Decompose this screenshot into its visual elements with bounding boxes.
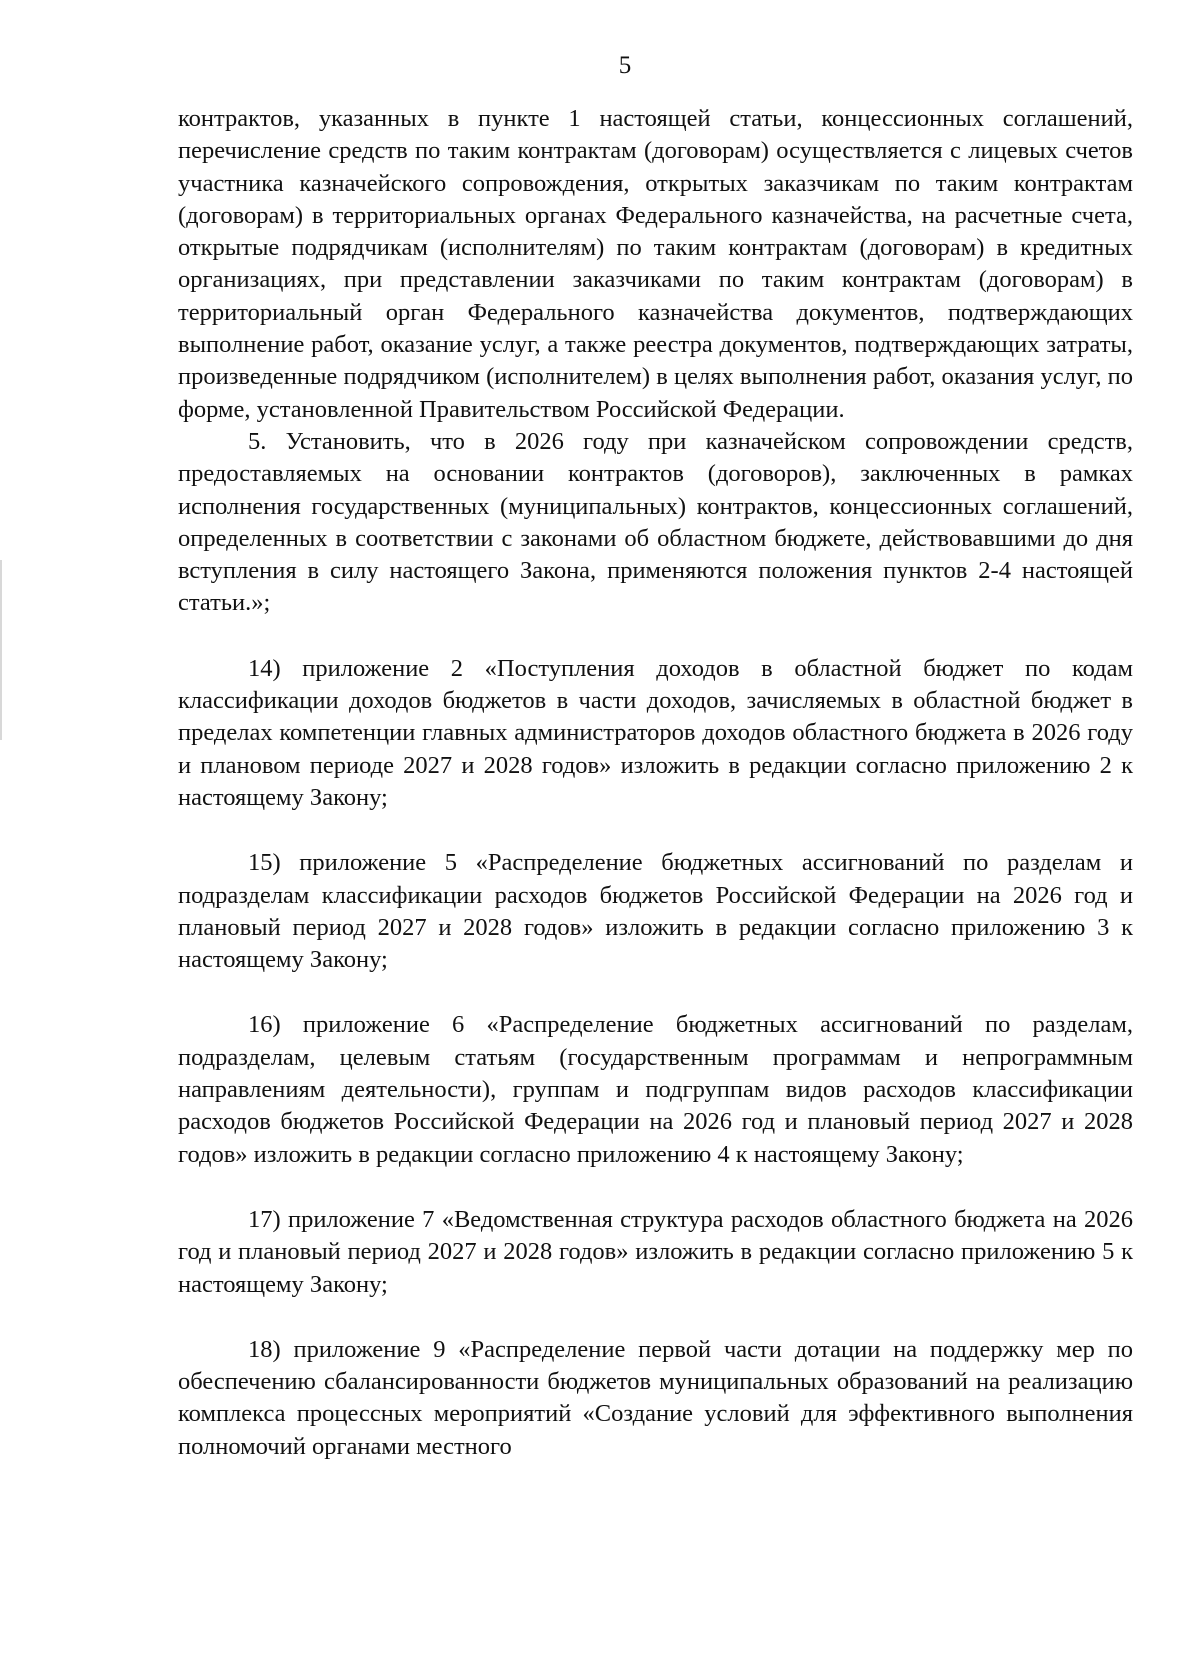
paragraph-item-16: 16) приложение 6 «Распределение бюджетных ассигнований по разделам, подразделам, целевым статьям (государственным программам и непрограммным направлениям деятельности), группам и подгруппам видов расходов классификации расходов бюджетов Российской Федерации на 2026 год и плановый период 2027 и 2028 годов» изложить в редакции согласно приложению 4 к настоящему Закону; <box>178 1011 1133 1168</box>
paragraph-item-17: 17) приложение 7 «Ведомственная структура расходов областного бюджета на 2026 год и плановый период 2027 и 2028 годов» изложить в редакции согласно приложению 5 к настоящему Закону; <box>178 1205 1133 1298</box>
paragraph-spacer <box>178 814 1133 847</box>
paragraph-item-5: 5. Установить, что в 2026 году при казначейском сопровождении средств, предоставляемых на основании контрактов (договоров), заключенных в рамках исполнения государственных (муниципальных) контрактов, концессионных соглашений, определенных в соответствии с законами об областном бюджете, действовавшими до дня вступления в силу настоящего Закона, применяются положения пунктов 2-4 настоящей статьи.»; <box>178 427 1133 617</box>
paragraph-continuation: контрактов, указанных в пункте 1 настоящей статьи, концессионных соглашений, перечисление средств по таким контрактам (договорам) осуществляется с лицевых счетов участника казначейского сопровождения, открытых заказчикам по таким контрактам (договорам) в территориальных органах Федерального казначейства, на расчетные счета, открытые подрядчикам (исполнителям) по таким контрактам (договорам) в кредитных организациях, при представлении заказчиками по таким контрактам (договорам) в территориальный орган Федерального казначейства документов, подтверждающих выполнение работ, оказание услуг, а также реестра документов, подтверждающих затраты, произведенные подрядчиком (исполнителем) в целях выполнения работ, оказания услуг, по форме, установленной Правительством Российской Федерации. <box>178 105 1133 423</box>
paragraph-spacer <box>178 1301 1133 1334</box>
paragraph-spacer <box>178 1171 1133 1204</box>
paragraph-item-18: 18) приложение 9 «Распределение первой части дотации на поддержку мер по обеспечению сбалансированности бюджетов муниципальных образований на реализацию комплекса процессных мероприятий «Создание условий для эффективного выполнения полномочий органами местного <box>178 1335 1133 1460</box>
scan-edge-mark <box>0 560 2 740</box>
paragraph-spacer <box>178 976 1133 1009</box>
paragraph-item-14: 14) приложение 2 «Поступления доходов в областной бюджет по кодам классификации доходов бюджетов в части доходов, зачисляемых в областной бюджет в пределах компетенции главных администраторов доходов областного бюджета в 2026 году и плановом периоде 2027 и 2028 годов» изложить в редакции согласно приложению 2 к настоящему Закону; <box>178 654 1133 811</box>
paragraph-item-15: 15) приложение 5 «Распределение бюджетных ассигнований по разделам и подразделам классификации расходов бюджетов Российской Федерации на 2026 год и плановый период 2027 и 2028 годов» изложить в редакции согласно приложению 3 к настоящему Закону; <box>178 849 1133 974</box>
document-body <box>178 103 1133 1463</box>
paragraph-spacer <box>178 620 1133 653</box>
page-number: 5 <box>618 52 632 79</box>
